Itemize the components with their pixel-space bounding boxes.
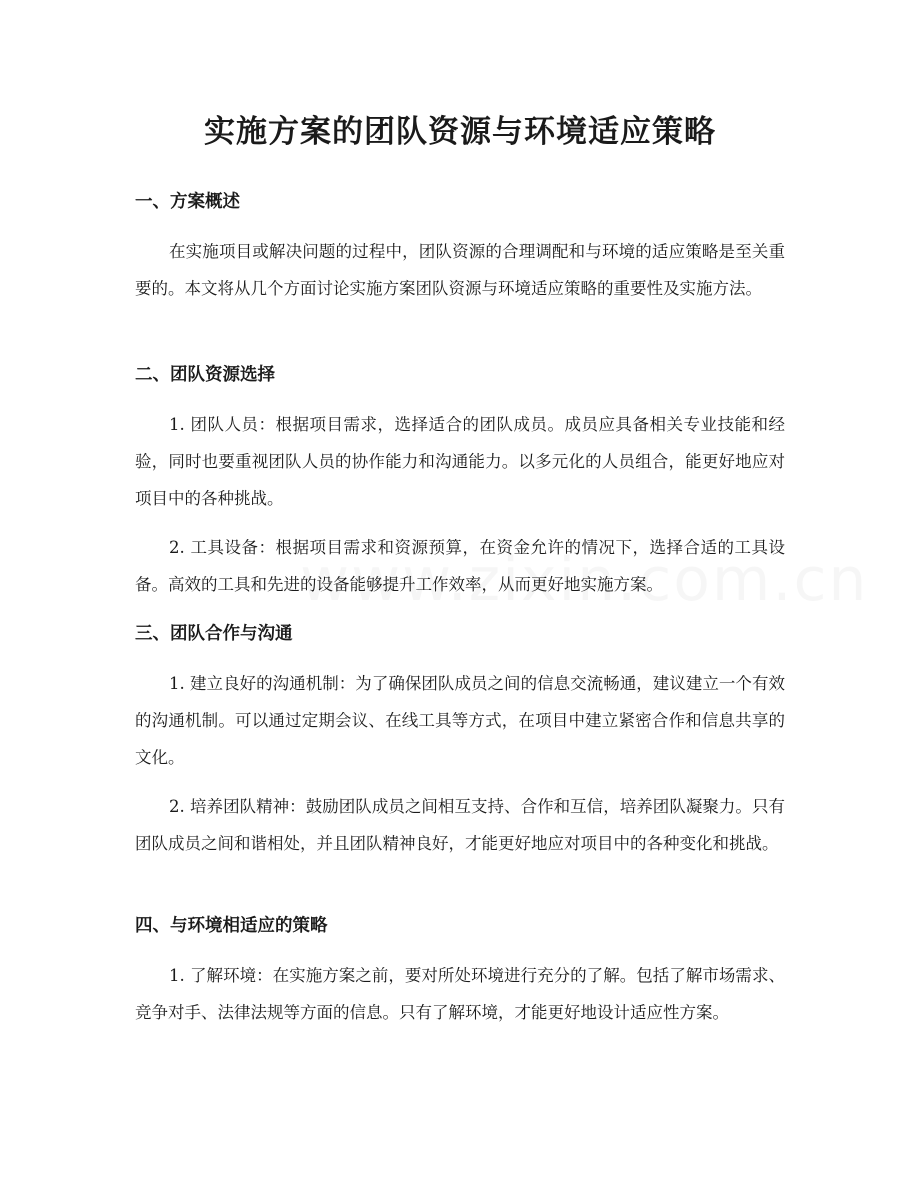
paragraph-overview: 在实施项目或解决问题的过程中，团队资源的合理调配和与环境的适应策略是至关重要的。本文将从几个方面讨论实施方案团队资源与环境适应策略的重要性及实施方法。 [135, 242, 785, 298]
paragraph-understand-environment: 1. 了解环境：在实施方案之前，要对所处环境进行充分的了解。包括了解市场需求、竞争对手、法律法规等方面的信息。只有了解环境，才能更好地设计适应性方案。 [135, 966, 785, 1022]
paragraph-communication: 1. 建立良好的沟通机制：为了确保团队成员之间的信息交流畅通，建议建立一个有效的沟通机制。可以通过定期会议、在线工具等方式，在项目中建立紧密合作和信息共享的文化。 [135, 674, 785, 767]
section-heading-team-resources: 二、团队资源选择 [135, 365, 275, 385]
paragraph-team-members: 1. 团队人员：根据项目需求，选择适合的团队成员。成员应具备相关专业技能和经验，同时也要重视团队人员的协作能力和沟通能力。以多元化的人员组合，能更好地应对项目中的各种挑战。 [135, 415, 785, 508]
paragraph-tools-equipment: 2. 工具设备：根据项目需求和资源预算，在资金允许的情况下，选择合适的工具设备。高效的工具和先进的设备能够提升工作效率，从而更好地实施方案。 [135, 538, 785, 594]
paragraph-team-spirit: 2. 培养团队精神：鼓励团队成员之间相互支持、合作和互信，培养团队凝聚力。只有团队成员之间和谐相处，并且团队精神良好，才能更好地应对项目中的各种变化和挑战。 [135, 797, 785, 853]
section-heading-teamwork: 三、团队合作与沟通 [135, 624, 293, 644]
page-title: 实施方案的团队资源与环境适应策略 [204, 114, 716, 150]
section-heading-environment: 四、与环境相适应的策略 [135, 916, 328, 936]
section-heading-overview: 一、方案概述 [135, 192, 240, 212]
